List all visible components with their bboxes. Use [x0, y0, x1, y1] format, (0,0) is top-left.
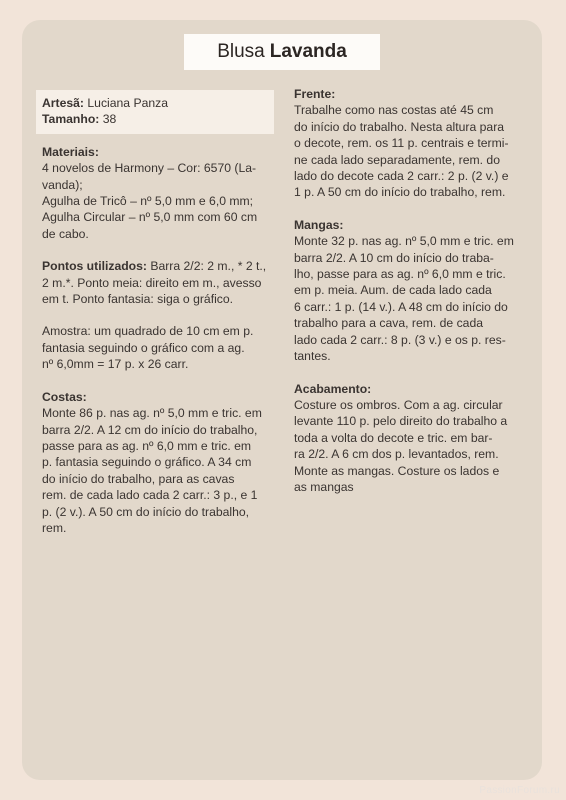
materials-line: vanda); [42, 177, 83, 192]
stitches-line: Barra 2/2: 2 m., * 2 t., [146, 259, 267, 274]
sleeves-line: Monte 32 p. nas ag. nº 5,0 mm e tric. em [294, 234, 514, 249]
watermark: PassionForum.ru [479, 785, 560, 796]
materials-line: 4 novelos de Harmony – Cor: 6570 (La- [42, 161, 257, 176]
materials-line: Agulha Circular – nº 5,0 mm com 60 cm [42, 210, 258, 225]
info-box [36, 90, 274, 134]
sleeves-line: lho, passe para as ag. nº 6,0 mm e tric. [294, 267, 506, 282]
finishing-heading: Acabamento: [294, 381, 372, 396]
title-bold: Lavanda [269, 41, 347, 62]
back-section [42, 389, 274, 537]
front-line: 1 p. A 50 cm do início do trabalho, rem. [294, 185, 506, 200]
back-line: Monte 86 p. nas ag. nº 5,0 mm e tric. em [42, 406, 262, 421]
sleeves-line: barra 2/2. A 10 cm do início do traba- [294, 250, 494, 265]
stitches-heading: Pontos utilizados: [42, 259, 147, 274]
materials-line: de cabo. [42, 226, 89, 241]
back-heading: Costas: [42, 389, 87, 404]
back-line: rem. [42, 520, 67, 535]
sleeves-line: lado cada 2 carr.: 8 p. (3 v.) e os p. res- [294, 332, 506, 347]
sleeves-heading: Mangas: [294, 217, 344, 232]
finishing-line: Monte as mangas. Costure os lados e [294, 463, 500, 478]
front-line: o decote, rem. os 11 p. centrais e termi- [294, 136, 509, 151]
back-line: rem. de cada lado cada 2 carr.: 3 p., e 1 [42, 488, 258, 503]
back-line: do início do trabalho, para as cavas [42, 471, 235, 486]
stitches-line: 2 m.*. Ponto meia: direito em m., avesso [42, 275, 262, 290]
front-line: ne cada lado separadamente, rem. do [294, 152, 500, 167]
stitches-section [42, 258, 274, 307]
finishing-line: levante 110 p. pelo direito do trabalho a [294, 414, 508, 429]
size-value: 38 [102, 112, 117, 127]
sample-line: Amostra: um quadrado de 10 cm em p. [42, 324, 254, 339]
front-line: do início do trabalho. Nesta altura para [294, 119, 505, 134]
finishing-line: Costure os ombros. Com a ag. circular [294, 397, 503, 412]
sample-section [42, 323, 274, 372]
artisan-label: Artesã: [42, 96, 84, 110]
sample-line: nº 6,0mm = 17 p. x 26 carr. [42, 357, 189, 372]
sleeves-section [294, 217, 526, 365]
front-section [294, 86, 526, 201]
finishing-line: toda a volta do decote e tric. em bar- [294, 430, 493, 445]
front-line: Trabalhe como nas costas até 45 cm [294, 103, 494, 118]
size-label: Tamanho: [42, 112, 100, 127]
back-line: p. fantasia seguindo o gráfico. A 34 cm [42, 455, 252, 470]
sleeves-line: em p. meia. Aum. de cada lado cada [294, 283, 492, 298]
stitches-line: em t. Ponto fantasia: siga o gráfico. [42, 292, 234, 307]
finishing-line: ra 2/2. A 6 cm dos p. levantados, rem. [294, 447, 499, 462]
right-column [294, 86, 526, 511]
title-normal: Blusa [217, 41, 265, 62]
page-title [184, 34, 380, 70]
sleeves-line: 6 carr.: 1 p. (14 v.). A 48 cm do início do [294, 299, 508, 314]
sleeves-line: tantes. [294, 349, 331, 364]
sleeves-line: trabalho para a cava, rem. de cada [294, 316, 484, 331]
front-heading: Frente: [294, 87, 336, 101]
artisan-value: Luciana Panza [87, 96, 169, 110]
materials-heading: Materiais: [42, 144, 99, 159]
front-line: lado do decote cada 2 carr.: 2 p. (2 v.) e [294, 169, 509, 184]
materials-line: Agulha de Tricô – nº 5,0 mm e 6,0 mm; [42, 194, 254, 209]
back-line: p. (2 v.). A 50 cm do início do trabalho, [42, 504, 250, 519]
finishing-section [294, 381, 526, 496]
finishing-line: as mangas [294, 479, 354, 494]
left-column [42, 90, 274, 552]
sample-line: fantasia seguindo o gráfico com a ag. [42, 340, 245, 355]
back-line: passe para as ag. nº 6,0 mm e tric. em [42, 438, 252, 453]
back-line: barra 2/2. A 12 cm do início do trabalho, [42, 422, 258, 437]
materials-section [42, 144, 274, 242]
